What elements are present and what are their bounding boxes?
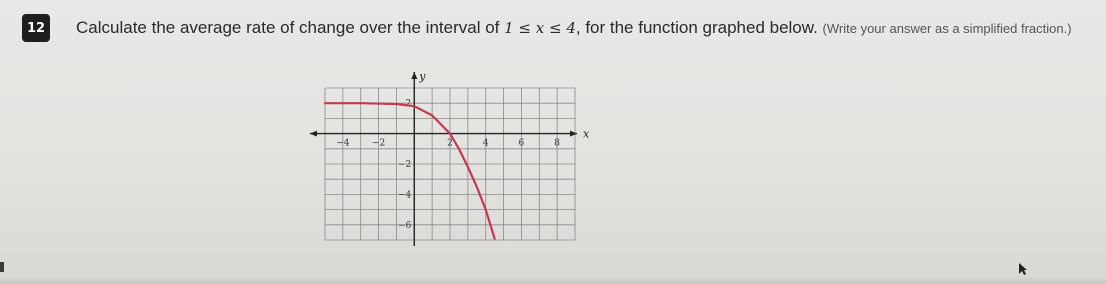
y-axis-label: y xyxy=(419,70,426,83)
x-axis-arrow-left xyxy=(310,131,317,137)
question-text xyxy=(76,18,1096,38)
question-text-before: Calculate the average rate of change over the interval of xyxy=(76,18,505,37)
y-tick-label: −6 xyxy=(398,220,412,231)
x-tick-label: 6 xyxy=(518,138,525,149)
y-tick-label: −4 xyxy=(398,190,412,201)
x-tick-label: 4 xyxy=(482,138,489,149)
x-tick-label: −4 xyxy=(336,138,350,149)
y-tick-label: 2 xyxy=(405,99,412,110)
graph-svg xyxy=(305,70,595,250)
x-tick-label: −2 xyxy=(371,138,386,149)
left-edge-mark xyxy=(0,262,4,272)
x-tick-label: 2 xyxy=(447,138,453,149)
x-axis-arrow-right xyxy=(570,131,577,137)
bottom-shade xyxy=(0,276,1106,284)
y-tick-label: −2 xyxy=(398,160,412,170)
y-axis-arrow-up xyxy=(411,72,417,79)
function-curve xyxy=(325,103,495,238)
answer-format-note: (Write your answer as a simplified fraction.) xyxy=(822,21,1072,36)
mouse-cursor-icon xyxy=(1018,262,1028,276)
function-graph xyxy=(305,70,595,250)
question-number-badge: 12 xyxy=(22,14,50,42)
interval-expression: 1 ≤ x ≤ 4 xyxy=(504,19,576,37)
question-text-after: , for the function graphed below. xyxy=(575,18,823,37)
x-axis-label: x xyxy=(583,127,590,141)
x-tick-label: 8 xyxy=(554,138,561,149)
